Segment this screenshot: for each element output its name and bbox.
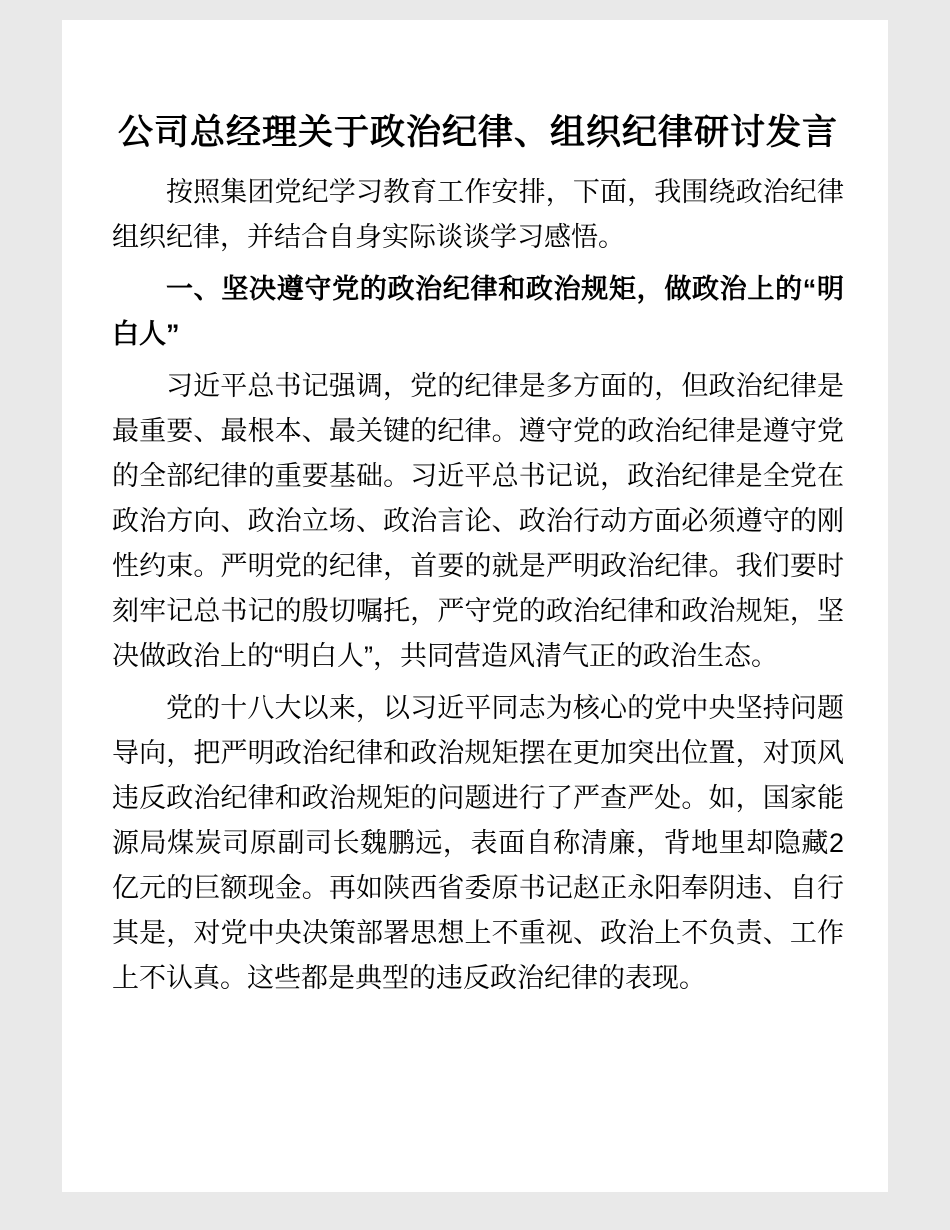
paragraph-discipline-importance: 习近平总书记强调，党的纪律是多方面的，但政治纪律是最重要、最根本、最关键的纪律。遵守党的政治纪律是遵守党的全部纪律的重要基础。习近平总书记说，政治纪律是全党在政治方向、政治立场、政治言论、政治行动方面必须遵守的刚性约束。严明党的纪律，首要的就是严明政治纪律。我们要时刻牢记总书记的殷切嘱托，严守党的政治纪律和政治规矩，坚决做政治上的“明白人”，共同营造风清气正的政治生态。 xyxy=(112,371,844,671)
document-title: 公司总经理关于政治纪律、组织纪律研讨发言 xyxy=(117,113,838,152)
paragraph-intro: 按照集团党纪学习教育工作安排，下面，我围绕政治纪律组织纪律，并结合自身实际谈谈学习感悟。 xyxy=(112,177,844,252)
paragraph-examples: 党的十八大以来，以习近平同志为核心的党中央坚持问题导向，把严明政治纪律和政治规矩摆在更加突出位置，对顶风违反政治纪律和政治规矩的问题进行了严查严处。如，国家能源局煤炭司原副司长魏鹏远，表面自称清廉，背地里却隐藏2亿元的巨额现金。再如陕西省委原书记赵正永阳奉阴违、自行其是，对党中央决策部署思想上不重视、政治上不负责、工作上不认真。这些都是典型的违反政治纪律的表现。 xyxy=(112,693,844,993)
section-heading-1: 一、坚决遵守党的政治纪律和政治规矩，做政治上的“明白人” xyxy=(112,274,844,349)
document-body xyxy=(112,170,844,1001)
document-page xyxy=(62,20,888,1192)
